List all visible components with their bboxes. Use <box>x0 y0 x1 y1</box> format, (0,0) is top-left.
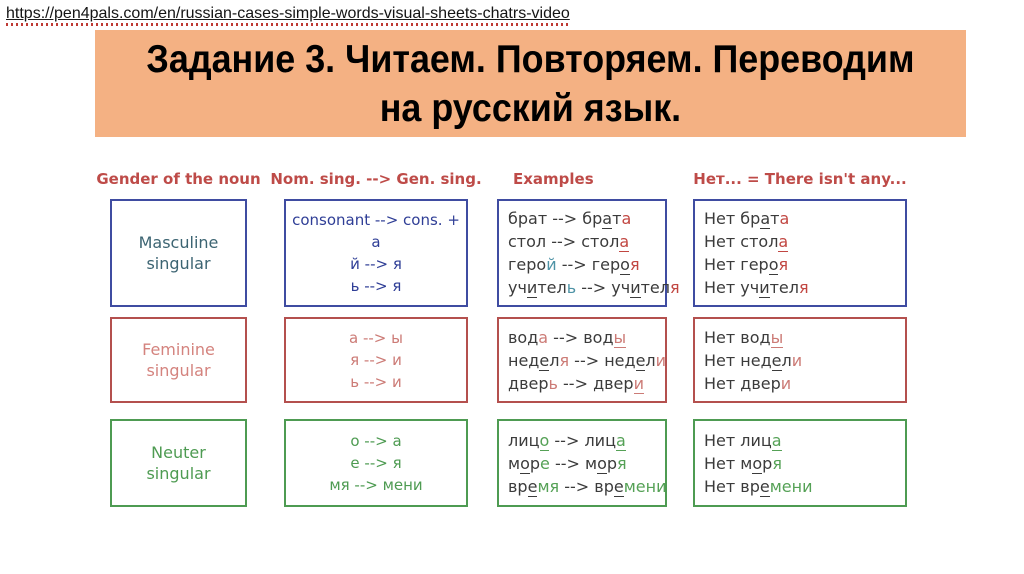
letter-segment: и <box>759 278 770 297</box>
net-line <box>704 326 905 349</box>
gender-box-masculine <box>110 199 247 307</box>
letter-segment: л <box>781 350 792 370</box>
net-line <box>704 207 905 230</box>
letter-segment: я <box>559 350 570 370</box>
letter-segment: т <box>770 209 780 228</box>
letter-segment: о <box>539 430 550 450</box>
letter-segment: о <box>597 453 607 473</box>
letter-segment: ь <box>566 278 577 297</box>
letter-segment: Нет м <box>704 453 753 473</box>
letter-segment: Нет вр <box>704 476 760 496</box>
example-line <box>508 230 665 253</box>
gender-label-line: Feminine <box>142 340 215 359</box>
letter-segment: --> вр <box>559 476 614 496</box>
letter-segment: Нет нед <box>704 350 772 370</box>
letter-segment: е <box>771 350 782 370</box>
letter-segment: --> вод <box>548 327 614 347</box>
letter-segment: л <box>549 350 560 370</box>
rule-line: consonant --> cons. + a <box>292 211 460 251</box>
letter-segment: тел <box>769 278 799 297</box>
letter-segment: е <box>539 350 550 370</box>
rule-line: ь --> я <box>350 277 402 295</box>
net-line <box>704 452 905 475</box>
letter-segment: --> гер <box>556 255 621 274</box>
net-box-neuter <box>693 419 907 507</box>
net-line <box>704 372 905 395</box>
slide-title-line-1: Задание 3. Читаем. Повторяем. Переводим <box>146 37 915 81</box>
letter-segment: брат --> бр <box>508 209 603 228</box>
letter-segment: Нет стол <box>704 232 779 251</box>
header-net: Нет... = There isn't any... <box>693 170 907 188</box>
letter-segment: о <box>752 453 763 473</box>
net-line <box>704 253 905 276</box>
rule-box-masculine <box>284 199 468 307</box>
example-line <box>508 326 665 349</box>
rule-line: й --> я <box>350 255 402 273</box>
header-rule: Nom. sing. --> Gen. sing. <box>270 170 482 188</box>
letter-segment: и <box>630 278 641 297</box>
example-line <box>508 207 665 230</box>
net-box-masculine <box>693 199 907 307</box>
rule-line: я --> и <box>350 351 402 369</box>
table-row-masculine <box>0 199 1024 307</box>
letter-segment: Нет уч <box>704 278 760 297</box>
net-line <box>704 475 905 498</box>
letter-segment: о <box>620 255 630 274</box>
net-line <box>704 429 905 452</box>
letter-segment: е <box>527 476 538 496</box>
letter-segment: р <box>606 453 618 473</box>
letter-segment: вод <box>508 327 539 347</box>
letter-segment: двер <box>508 373 549 393</box>
letter-segment: стол --> стол <box>508 232 620 251</box>
table-row-feminine <box>0 317 1024 403</box>
letter-segment: вр <box>508 476 528 496</box>
letter-segment: уч <box>508 278 527 297</box>
letter-segment: и <box>655 350 667 370</box>
letter-segment: е <box>613 476 624 496</box>
examples-box-masculine <box>497 199 680 307</box>
letter-segment: о <box>520 453 530 473</box>
letter-segment: лиц <box>508 430 540 450</box>
rule-line: ь --> и <box>350 373 402 391</box>
rule-box-feminine <box>284 317 468 403</box>
letter-segment: тел <box>537 278 567 297</box>
examples-box-neuter <box>497 419 667 507</box>
header-gender: Gender of the noun <box>96 170 261 188</box>
letter-segment: Нет гер <box>704 255 769 274</box>
letter-segment: нед <box>508 350 540 370</box>
letter-segment: я <box>778 255 789 274</box>
letter-segment: Нет лиц <box>704 430 772 450</box>
rule-line: о --> а <box>350 432 402 450</box>
letter-segment: --> нед <box>569 350 636 370</box>
letter-segment: а <box>538 327 549 347</box>
letter-segment: и <box>633 373 644 393</box>
table-row-neuter <box>0 419 1024 507</box>
letter-segment: и <box>526 278 538 297</box>
letter-segment: я <box>772 453 782 473</box>
letter-segment: я <box>799 278 809 297</box>
letter-segment: а <box>602 209 613 228</box>
slide-title-line-2: на русский язык. <box>379 86 682 130</box>
letter-segment: Нет вод <box>704 327 771 347</box>
letter-segment: ы <box>613 327 627 347</box>
letter-segment: р <box>529 453 541 473</box>
example-line <box>508 372 665 395</box>
gender-label-line: singular <box>146 254 211 273</box>
letter-segment: т <box>612 209 622 228</box>
letter-segment: --> уч <box>576 278 631 297</box>
example-line <box>508 452 665 475</box>
letter-segment: тел <box>640 278 670 297</box>
letter-segment: я <box>617 453 627 473</box>
letter-segment: мя <box>537 476 560 496</box>
gender-label-line: singular <box>146 361 211 380</box>
gender-label-line: Neuter <box>151 443 206 462</box>
letter-segment: я <box>629 255 640 274</box>
page-url-link[interactable]: https://pen4pals.com/en/russian-cases-simple-words-visual-sheets-chatrs-video <box>6 5 570 22</box>
gender-box-neuter <box>110 419 247 507</box>
net-line <box>704 230 905 253</box>
letter-segment: ь <box>548 373 558 393</box>
letter-segment: а <box>619 232 630 251</box>
letter-segment: а <box>771 430 782 450</box>
rule-line: мя --> мени <box>329 476 423 494</box>
letter-segment: а <box>778 232 789 251</box>
letter-segment: а <box>779 209 790 228</box>
letter-segment: --> м <box>549 453 598 473</box>
header-examples: Examples <box>513 170 594 188</box>
letter-segment: --> двер <box>557 373 634 393</box>
letter-segment: е <box>635 350 646 370</box>
rule-line: е --> я <box>350 454 402 472</box>
gender-box-feminine <box>110 317 247 403</box>
letter-segment: геро <box>508 255 547 274</box>
letter-segment: Нет бр <box>704 209 761 228</box>
letter-segment: о <box>768 255 779 274</box>
gender-label-line: singular <box>146 464 211 483</box>
letter-segment: е <box>540 453 550 473</box>
example-line <box>508 349 665 372</box>
gender-label-line: Masculine <box>138 233 219 252</box>
net-box-feminine <box>693 317 907 403</box>
letter-segment: Нет двер <box>704 373 781 393</box>
letter-segment: й <box>546 255 557 274</box>
letter-segment: л <box>645 350 656 370</box>
letter-segment: а <box>615 430 626 450</box>
letter-segment: ы <box>770 327 784 347</box>
letter-segment: я <box>670 278 680 297</box>
letter-segment: и <box>780 373 792 393</box>
example-line <box>508 475 665 498</box>
rule-line: а --> ы <box>349 329 403 347</box>
examples-box-feminine <box>497 317 667 403</box>
letter-segment: м <box>508 453 521 473</box>
example-line <box>508 253 665 276</box>
rule-box-neuter <box>284 419 468 507</box>
net-line <box>704 349 905 372</box>
letter-segment: и <box>791 350 803 370</box>
example-line <box>508 276 680 299</box>
example-line <box>508 429 665 452</box>
letter-segment: --> лиц <box>549 430 616 450</box>
letter-segment: е <box>759 476 770 496</box>
letter-segment: р <box>762 453 773 473</box>
letter-segment: мени <box>623 476 667 496</box>
net-line <box>704 276 905 299</box>
letter-segment: а <box>760 209 771 228</box>
letter-segment: мени <box>769 476 813 496</box>
letter-segment: а <box>621 209 632 228</box>
